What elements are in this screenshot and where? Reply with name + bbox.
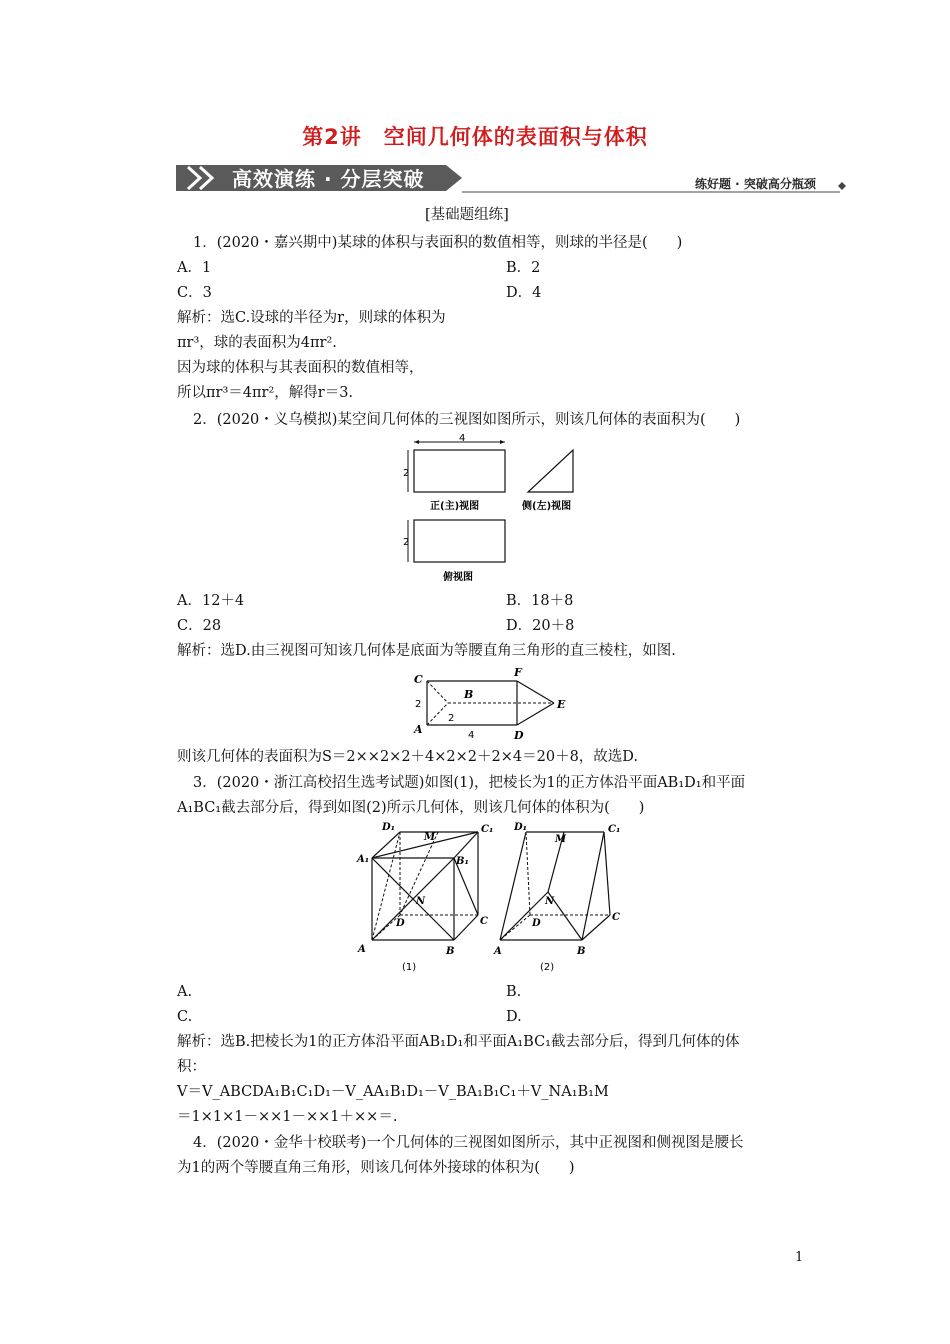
q1-solution-1: 解析：选C.设球的半径为r，则球的体积为 [177, 310, 446, 326]
q1-option-d: D．4 [506, 285, 542, 301]
label-a-a: A [358, 944, 366, 955]
label-d1-a: D₁ [382, 822, 396, 833]
top-view-label: 俯视图 [443, 572, 473, 583]
label-c-b: C [612, 912, 620, 923]
vertex-c: C [414, 673, 423, 686]
q1-solution-3: 因为球的体积与其表面积的数值相等， [177, 360, 424, 376]
label-b-a: B [446, 946, 455, 957]
q2-option-a: A．12＋4 [177, 593, 245, 609]
three-view-figure [398, 432, 588, 584]
section-heading: [基础题组练] [425, 207, 509, 223]
label-a-b: A [494, 946, 502, 957]
q3-stem-2: A₁BC₁截去部分后，得到如图(2)所示几何体，则该几何体的体积为( ) [177, 800, 645, 816]
q1-option-b: B．2 [506, 260, 541, 276]
label-d1-b: D₁ [514, 822, 528, 833]
page-number: 1 [795, 1250, 804, 1265]
label-2-inner: 2 [448, 713, 455, 724]
label-d-a: D [396, 918, 405, 929]
q4-stem-1: 4．(2020・金华十校联考)一个几何体的三视图如图所示，其中正视图和侧视图是腰长 [193, 1135, 744, 1151]
q3-solution-4: ＝1×1×1－××1－××1＋××＝. [177, 1109, 398, 1125]
banner-right-text: 练好题 · 突破高分瓶颈 [695, 177, 816, 191]
label-n-a: N [416, 896, 426, 907]
q1-option-a: A．1 [177, 260, 212, 276]
banner-left-text: 高效演练 · 分层突破 [232, 167, 425, 191]
cube-figure [352, 820, 642, 975]
q1-solution-4: 所以πr³＝4πr²，解得r＝3. [177, 385, 354, 401]
label-b1-a: B₁ [456, 856, 469, 867]
fig-width-label: 4 [459, 433, 466, 444]
label-d-b: D [532, 918, 541, 929]
vertex-e: E [557, 698, 566, 711]
q3-option-b: B. [506, 984, 522, 1000]
fig-height-label: 2 [403, 468, 410, 479]
q1-option-c: C．3 [177, 285, 212, 301]
caption-2: (2) [540, 962, 555, 973]
label-m-b: M [555, 834, 567, 845]
q2-solution-1: 解析：选D.由三视图可知该几何体是底面为等腰直角三角形的直三棱柱，如图. [177, 643, 676, 659]
front-view-label: 正(主)视图 [430, 501, 480, 512]
label-2-left: 2 [415, 699, 422, 710]
prism-figure [410, 665, 580, 745]
q3-option-c: C. [177, 1009, 193, 1025]
q1-solution-2: πr³，球的表面积为4πr². [177, 335, 337, 351]
label-m-a: M [424, 832, 436, 843]
page-title: 第2讲 空间几何体的表面积与体积 [302, 125, 648, 149]
label-n-b: N [545, 896, 555, 907]
q3-option-a: A. [177, 984, 193, 1000]
label-c1-a: C₁ [481, 824, 494, 835]
label-c1-b: C₁ [608, 824, 621, 835]
q3-solution-1: 解析：选B.把棱长为1的正方体沿平面AB₁D₁和平面A₁BC₁截去部分后，得到几何体的体 [177, 1034, 740, 1050]
q3-option-d: D. [506, 1009, 522, 1025]
label-a1-a: A₁ [357, 854, 370, 865]
label-b-b: B [577, 946, 586, 957]
q2-stem: 2．(2020・义乌模拟)某空间几何体的三视图如图所示，则该几何体的表面积为( ) [193, 412, 741, 428]
caption-1: (1) [402, 962, 417, 973]
label-4: 4 [468, 730, 475, 741]
q4-stem-2: 为1的两个等腰直角三角形，则该几何体外接球的体积为( ) [177, 1160, 575, 1176]
q2-option-b: B．18＋8 [506, 593, 574, 609]
q3-stem-1: 3．(2020・浙江高校招生选考试题)如图(1)，把棱长为1的正方体沿平面AB₁D₁和平面 [193, 775, 746, 791]
vertex-d: D [514, 729, 524, 742]
label-c-a: C [480, 916, 488, 927]
q2-option-c: C．28 [177, 618, 222, 634]
q3-solution-2: 积： [177, 1059, 206, 1075]
vertex-b: B [464, 688, 474, 701]
side-view-label: 侧(左)视图 [522, 501, 572, 512]
vertex-a: A [414, 723, 423, 736]
fig-height-label-2: 2 [403, 537, 410, 548]
q3-solution-3: V＝V_ABCDA₁B₁C₁D₁－V_AA₁B₁D₁－V_BA₁B₁C₁＋V_NA₁B₁M [177, 1084, 609, 1100]
q1-stem: 1．(2020・嘉兴期中)某球的体积与表面积的数值相等，则球的半径是( ) [193, 235, 683, 251]
q2-solution-2: 则该几何体的表面积为S＝2××2×2＋4×2×2＋2×4＝20＋8，故选D. [177, 749, 639, 765]
q2-option-d: D．20＋8 [506, 618, 575, 634]
vertex-f: F [514, 666, 522, 679]
